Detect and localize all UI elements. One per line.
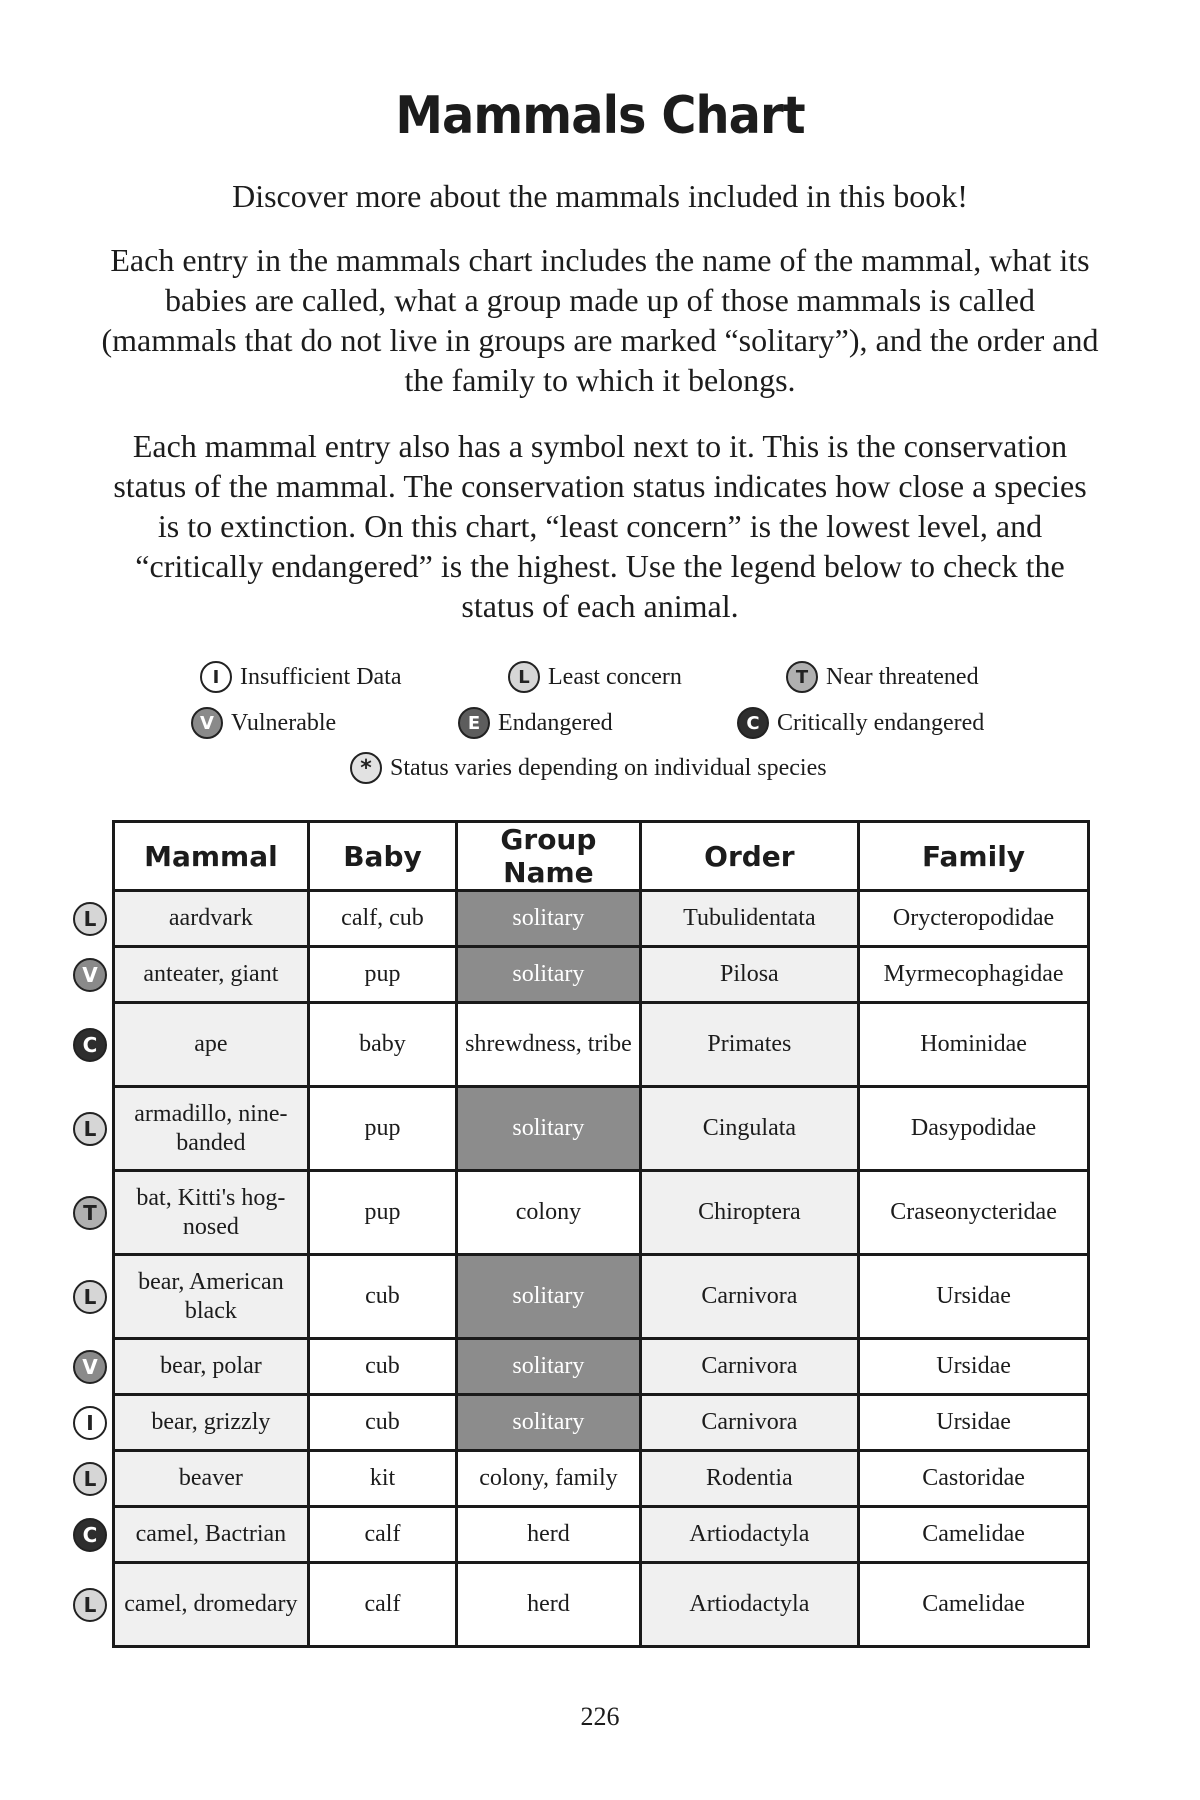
mammal-cell: camel, Bactrian: [114, 1507, 309, 1563]
table-row: [114, 1339, 1089, 1395]
family-cell: Orycteropodidae: [859, 891, 1089, 947]
legend-label: Endangered: [498, 709, 613, 736]
least-concern-icon: L: [73, 1280, 107, 1314]
family-cell: Castoridae: [859, 1451, 1089, 1507]
vulnerable-icon: V: [191, 707, 223, 739]
near-threatened-icon: T: [786, 661, 818, 693]
legend-item-endangered: [458, 707, 613, 739]
group-name-cell: solitary: [457, 947, 640, 1003]
column-header-order: Order: [640, 822, 858, 891]
order-cell: Cingulata: [640, 1087, 858, 1171]
mammals-table: [112, 820, 1090, 1648]
order-cell: Carnivora: [640, 1395, 858, 1451]
baby-cell: calf: [308, 1563, 456, 1647]
least-concern-icon: L: [73, 1462, 107, 1496]
group-name-cell: solitary: [457, 891, 640, 947]
baby-cell: pup: [308, 1087, 456, 1171]
mammal-cell: bat, Kitti's hog-nosed: [114, 1171, 309, 1255]
critically-endangered-icon: C: [737, 707, 769, 739]
group-name-cell: herd: [457, 1563, 640, 1647]
baby-cell: cub: [308, 1339, 456, 1395]
table-row: [114, 1395, 1089, 1451]
legend-label: Insufficient Data: [240, 663, 402, 690]
family-cell: Ursidae: [859, 1255, 1089, 1339]
insufficient-data-icon: I: [73, 1406, 107, 1440]
order-cell: Chiroptera: [640, 1171, 858, 1255]
asterisk-icon: *: [350, 752, 382, 784]
vulnerable-icon: V: [73, 1350, 107, 1384]
table-row: [114, 1087, 1089, 1171]
baby-cell: calf, cub: [308, 891, 456, 947]
group-name-cell: herd: [457, 1507, 640, 1563]
baby-cell: cub: [308, 1255, 456, 1339]
mammal-cell: ape: [114, 1003, 309, 1087]
legend-item-least-concern: [508, 661, 682, 693]
legend-label: Near threatened: [826, 663, 979, 690]
entries-paragraph: Each entry in the mammals chart includes the name of the mammal, what its babies are called, what a group made up of those mammals is called (mammals that do not live in groups are marked “solitary”), and the order and the family to which it belongs.: [101, 242, 1099, 398]
family-cell: Hominidae: [859, 1003, 1089, 1087]
family-cell: Craseonycteridae: [859, 1171, 1089, 1255]
legend-label: Critically endangered: [777, 709, 985, 736]
family-cell: Ursidae: [859, 1395, 1089, 1451]
group-name-cell: shrewdness, tribe: [457, 1003, 640, 1087]
least-concern-icon: L: [73, 1588, 107, 1622]
insufficient-data-icon: I: [200, 661, 232, 693]
mammal-cell: aardvark: [114, 891, 309, 947]
baby-cell: pup: [308, 1171, 456, 1255]
order-cell: Artiodactyla: [640, 1507, 858, 1563]
legend-label: Status varies depending on individual species: [390, 754, 827, 781]
order-cell: Rodentia: [640, 1451, 858, 1507]
least-concern-icon: L: [73, 1112, 107, 1146]
group-name-cell: colony, family: [457, 1451, 640, 1507]
table-row: [114, 1563, 1089, 1647]
group-name-cell: solitary: [457, 1087, 640, 1171]
legend-label: Vulnerable: [231, 709, 337, 736]
mammal-cell: bear, American black: [114, 1255, 309, 1339]
legend-item-critically-endangered: [737, 707, 984, 739]
critically-endangered-icon: C: [73, 1518, 107, 1552]
least-concern-icon: L: [508, 661, 540, 693]
mammal-cell: anteater, giant: [114, 947, 309, 1003]
column-header-mammal: Mammal: [114, 822, 309, 891]
mammal-cell: bear, grizzly: [114, 1395, 309, 1451]
group-name-cell: colony: [457, 1171, 640, 1255]
order-cell: Primates: [640, 1003, 858, 1087]
intro-text: Discover more about the mammals included in this book!: [232, 178, 968, 214]
group-name-cell: solitary: [457, 1395, 640, 1451]
family-cell: Dasypodidae: [859, 1087, 1089, 1171]
order-cell: Carnivora: [640, 1255, 858, 1339]
column-header-baby: Baby: [308, 822, 456, 891]
table-row: [114, 947, 1089, 1003]
mammal-cell: bear, polar: [114, 1339, 309, 1395]
page-title: Mammals Chart: [395, 86, 805, 146]
family-cell: Camelidae: [859, 1563, 1089, 1647]
order-cell: Tubulidentata: [640, 891, 858, 947]
column-header-family: Family: [859, 822, 1089, 891]
legend-item-insufficient-data: [200, 661, 402, 693]
table-row: [114, 1003, 1089, 1087]
mammal-cell: beaver: [114, 1451, 309, 1507]
mammal-cell: armadillo, nine-banded: [114, 1087, 309, 1171]
table-row: [114, 1171, 1089, 1255]
legend-item-near-threatened: [786, 661, 979, 693]
table-header-row: [114, 822, 1089, 891]
table-row: [114, 1255, 1089, 1339]
status-paragraph: Each mammal entry also has a symbol next to it. This is the conservation status of the mammal. The conservation status indicates how close a species is to extinction. On this chart, “least concern” is the lowest level, and “critically endangered” is the highest. Use the legend below to check the status of each animal.: [113, 428, 1087, 624]
legend-item-status-varies: [350, 752, 827, 784]
baby-cell: calf: [308, 1507, 456, 1563]
order-cell: Pilosa: [640, 947, 858, 1003]
legend-item-vulnerable: [191, 707, 336, 739]
page-number: 226: [580, 1702, 620, 1731]
family-cell: Camelidae: [859, 1507, 1089, 1563]
baby-cell: baby: [308, 1003, 456, 1087]
table-row: [114, 1507, 1089, 1563]
table-row: [114, 1451, 1089, 1507]
group-name-cell: solitary: [457, 1339, 640, 1395]
baby-cell: pup: [308, 947, 456, 1003]
order-cell: Carnivora: [640, 1339, 858, 1395]
baby-cell: kit: [308, 1451, 456, 1507]
legend-label: Least concern: [548, 663, 682, 690]
endangered-icon: E: [458, 707, 490, 739]
family-cell: Ursidae: [859, 1339, 1089, 1395]
critically-endangered-icon: C: [73, 1028, 107, 1062]
order-cell: Artiodactyla: [640, 1563, 858, 1647]
baby-cell: cub: [308, 1395, 456, 1451]
near-threatened-icon: T: [73, 1196, 107, 1230]
least-concern-icon: L: [73, 902, 107, 936]
vulnerable-icon: V: [73, 958, 107, 992]
family-cell: Myrmecophagidae: [859, 947, 1089, 1003]
mammal-cell: camel, dromedary: [114, 1563, 309, 1647]
group-name-cell: solitary: [457, 1255, 640, 1339]
column-header-group-name: Group Name: [457, 822, 640, 891]
table-row: [114, 891, 1089, 947]
